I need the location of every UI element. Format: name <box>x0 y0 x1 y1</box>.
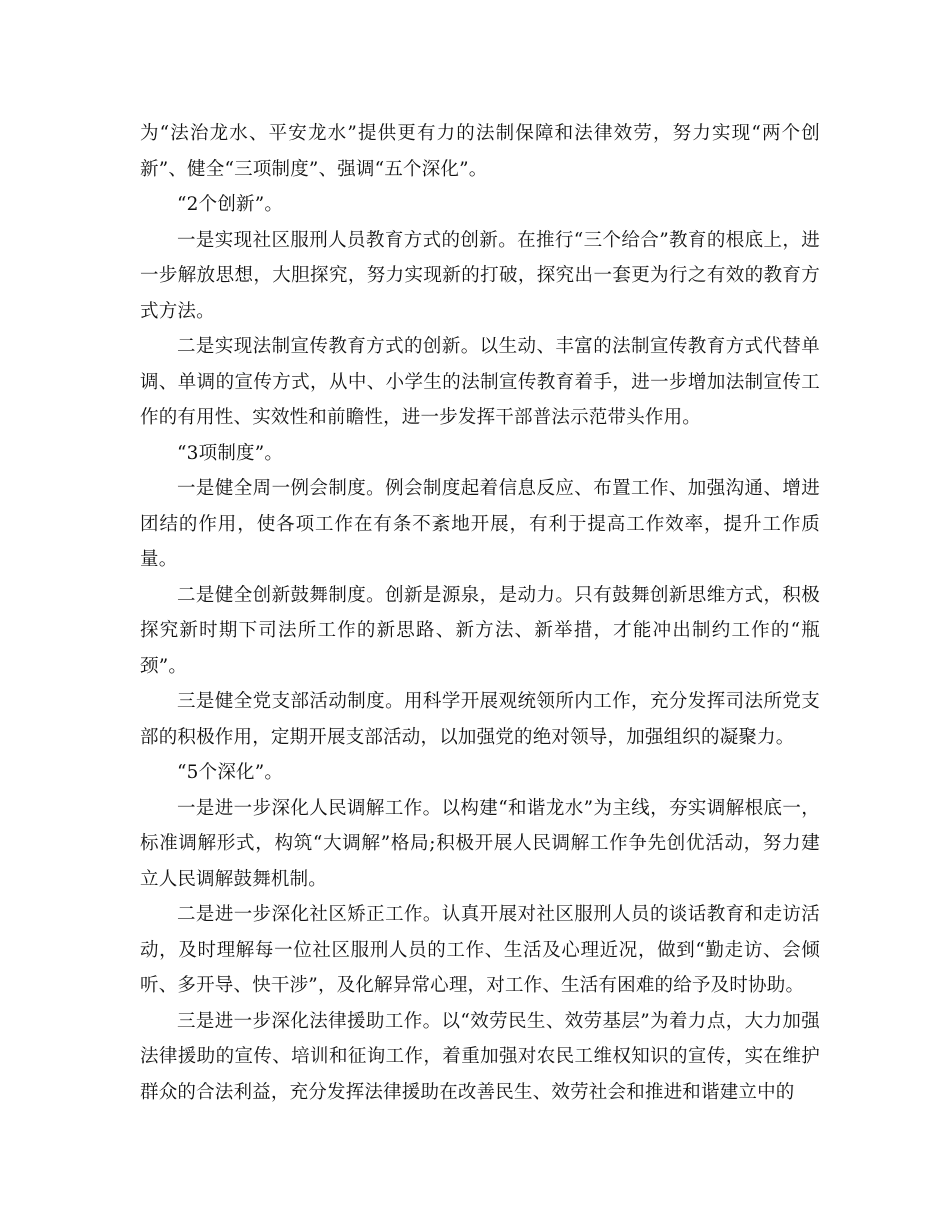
paragraph: 二是进一步深化社区矫正工作。认真开展对社区服刑人员的谈话教育和走访活动，及时理解每一位社区服刑人员的工作、生活及心理近况，做到“勤走访、会倾听、多开导、快干涉”，及化解异常心理，对工作、生活有困难的给予及时协助。 <box>140 904 820 996</box>
paragraph: 一是健全周一例会制度。例会制度起着信息反应、布置工作、加强沟通、增进团结的作用，使各项工作在有条不紊地开展，有利于提高工作效率，提升工作质量。 <box>140 478 820 570</box>
paragraph: 一是实现社区服刑人员教育方式的创新。在推行“三个给合”教育的根底上，进一步解放思想，大胆探究，努力实现新的打破，探究出一套更为行之有效的教育方式方法。 <box>140 229 820 322</box>
section-heading-systems: “3项制度”。 <box>177 442 284 464</box>
paragraph: 三是健全党支部活动制度。用科学开展观统领所内工作，充分发挥司法所党支部的积极作用，定期开展支部活动，以加强党的绝对领导，加强组织的凝聚力。 <box>140 691 820 748</box>
paragraph: 为“法治龙水、平安龙水”提供更有力的法制保障和法律效劳，努力实现“两个创新”、健全“三项制度”、强调“五个深化”。 <box>140 123 820 180</box>
document-body <box>140 116 820 1110</box>
paragraph: 一是进一步深化人民调解工作。以构建“和谐龙水”为主线，夯实调解根底一，标准调解形式，构筑“大调解”格局;积极开展人民调解工作争先创优活动，努力建立人民调解鼓舞机制。 <box>140 797 820 890</box>
paragraph: 二是健全创新鼓舞制度。创新是源泉，是动力。只有鼓舞创新思维方式，积极探究新时期下司法所工作的新思路、新方法、新举措，才能冲出制约工作的“瓶颈”。 <box>140 584 820 677</box>
paragraph: 三是进一步深化法律援助工作。以“效劳民生、效劳基层”为着力点，大力加强法律援助的宣传、培训和征询工作，着重加强对农民工维权知识的宣传，实在维护群众的合法利益，充分发挥法律援助在改善民生、效劳社会和推进和谐建立中的 <box>140 1010 820 1103</box>
paragraph: 二是实现法制宣传教育方式的创新。以生动、丰富的法制宣传教育方式代替单调、单调的宣传方式，从中、小学生的法制宣传教育着手，进一步增加法制宣传工作的有用性、实效性和前瞻性，进一步发挥干部普法示范带头作用。 <box>140 336 820 428</box>
section-heading-innovations: “2个创新”。 <box>177 194 284 215</box>
section-heading-deepening: “5个深化”。 <box>177 762 284 783</box>
